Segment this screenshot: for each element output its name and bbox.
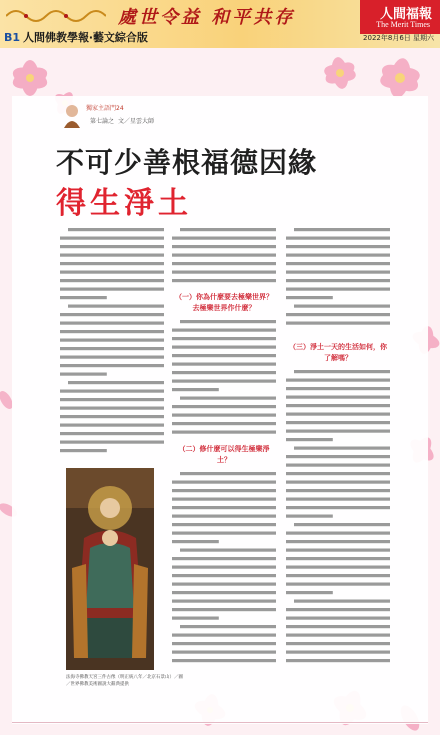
text-line xyxy=(172,245,276,248)
text-line xyxy=(286,574,390,577)
text-line xyxy=(286,549,390,552)
text-line xyxy=(172,557,276,560)
text-line xyxy=(60,245,164,248)
text-line xyxy=(286,625,390,628)
subheadline: 得生淨土 xyxy=(56,186,192,221)
text-line xyxy=(172,431,276,434)
section-heading-2: （二）修什麼可以得生極樂淨土？ xyxy=(178,445,270,464)
text-lines xyxy=(60,226,164,462)
text-line xyxy=(172,337,276,340)
text-line xyxy=(60,390,164,393)
text-line xyxy=(68,305,164,308)
text-line xyxy=(286,413,390,416)
text-line xyxy=(172,414,276,417)
issue-date: 2022年8月6日 星期六 xyxy=(363,34,434,42)
text-line xyxy=(60,364,164,367)
text-line xyxy=(60,262,164,265)
text-line xyxy=(286,515,333,518)
text-line xyxy=(172,271,276,274)
text-line xyxy=(60,356,164,359)
text-line xyxy=(172,574,276,577)
divider xyxy=(12,722,428,723)
monk-portrait-icon xyxy=(62,102,82,128)
text-line xyxy=(172,617,219,620)
text-line xyxy=(286,642,390,645)
mural-painting-icon xyxy=(66,468,154,670)
text-lines xyxy=(172,318,276,438)
text-line xyxy=(286,379,390,382)
text-line xyxy=(172,329,276,332)
body-column-1 xyxy=(60,226,164,462)
text-line xyxy=(172,363,276,366)
text-line xyxy=(286,557,390,560)
text-line xyxy=(172,506,276,509)
masthead-slogan: 處世令益 和平共存 xyxy=(118,7,296,28)
text-line xyxy=(172,566,276,569)
text-lines xyxy=(172,226,276,286)
text-line xyxy=(60,415,164,418)
text-line xyxy=(172,279,276,282)
text-line xyxy=(60,271,164,274)
text-line xyxy=(60,237,164,240)
text-line xyxy=(172,583,276,586)
text-line xyxy=(172,371,276,374)
text-lines xyxy=(172,470,276,666)
text-line xyxy=(180,320,276,323)
text-line xyxy=(60,330,164,333)
text-line xyxy=(68,228,164,231)
text-line xyxy=(172,346,276,349)
text-line xyxy=(286,455,390,458)
text-line xyxy=(294,228,390,231)
masthead xyxy=(0,0,440,48)
text-line xyxy=(60,288,164,291)
text-line xyxy=(286,430,390,433)
text-line xyxy=(172,540,219,543)
text-line xyxy=(286,237,390,240)
text-line xyxy=(172,489,276,492)
text-line xyxy=(294,370,390,373)
text-line xyxy=(286,506,390,509)
text-line xyxy=(60,424,164,427)
text-line xyxy=(286,634,390,637)
text-line xyxy=(294,305,390,308)
text-line xyxy=(172,254,276,257)
text-line xyxy=(60,432,164,435)
text-line xyxy=(180,397,276,400)
text-line xyxy=(172,388,219,391)
text-line xyxy=(60,322,164,325)
text-line xyxy=(294,523,390,526)
text-line xyxy=(294,600,390,603)
section-heading-3: （三）淨土一天的生活如何，你了解嗎？ xyxy=(289,343,387,362)
text-line xyxy=(286,322,390,325)
body-column-3 xyxy=(286,226,390,666)
text-line xyxy=(180,228,276,231)
text-line xyxy=(286,421,390,424)
text-line xyxy=(60,279,164,282)
text-line xyxy=(286,296,333,299)
text-line xyxy=(172,380,276,383)
text-line xyxy=(286,489,390,492)
text-line xyxy=(172,237,276,240)
text-line xyxy=(286,540,390,543)
text-line xyxy=(172,262,276,265)
text-line xyxy=(60,296,107,299)
text-line xyxy=(286,464,390,467)
text-line xyxy=(60,441,164,444)
text-line xyxy=(286,254,390,257)
text-line xyxy=(60,449,107,452)
text-line xyxy=(60,339,164,342)
text-line xyxy=(286,583,390,586)
text-line xyxy=(68,381,164,384)
newspaper-name-en: The Merit Times xyxy=(376,20,430,29)
text-line xyxy=(172,600,276,603)
text-line xyxy=(172,642,276,645)
text-line xyxy=(286,498,390,501)
image-caption: 法海寺佛教天宮三件古像（明正統八年／北京石景山）／圖／世界佛教美術圖說大辭典提供 xyxy=(66,675,183,687)
text-line xyxy=(60,398,164,401)
text-line xyxy=(172,498,276,501)
text-line xyxy=(172,651,276,654)
text-line xyxy=(286,472,390,475)
text-line xyxy=(172,591,276,594)
column-byline xyxy=(86,116,154,125)
text-line xyxy=(172,481,276,484)
text-line xyxy=(286,481,390,484)
text-line xyxy=(60,313,164,316)
text-line xyxy=(172,659,276,662)
text-line xyxy=(286,404,390,407)
text-line xyxy=(286,262,390,265)
text-line xyxy=(286,279,390,282)
text-line xyxy=(172,515,276,518)
text-line xyxy=(60,407,164,410)
text-line xyxy=(286,659,390,662)
text-line xyxy=(286,396,390,399)
text-line xyxy=(286,566,390,569)
text-line xyxy=(172,354,276,357)
newspaper-name: 人間福報 xyxy=(379,7,432,22)
text-line xyxy=(286,438,333,441)
text-line xyxy=(286,608,390,611)
text-line xyxy=(172,532,276,535)
text-line xyxy=(286,271,390,274)
text-line xyxy=(286,245,390,248)
text-line xyxy=(172,608,276,611)
text-line xyxy=(286,387,390,390)
text-lines xyxy=(286,226,390,336)
text-line xyxy=(286,617,390,620)
text-line xyxy=(294,447,390,450)
text-line xyxy=(286,651,390,654)
page-section-label xyxy=(4,29,148,45)
text-line xyxy=(180,549,276,552)
body-column-2 xyxy=(172,226,276,666)
text-line xyxy=(286,313,390,316)
text-line xyxy=(172,405,276,408)
section-heading-1: （一）你為什麼要去極樂世界？去極樂世界作什麼？ xyxy=(175,293,273,312)
section-name: 人間佛教學報‧藝文綜合版 xyxy=(23,31,148,44)
author-name: 文／星雲大師 xyxy=(118,118,155,125)
ornament-icon xyxy=(6,4,106,24)
text-line xyxy=(286,288,390,291)
text-line xyxy=(172,634,276,637)
text-lines xyxy=(286,368,390,666)
text-line xyxy=(60,254,164,257)
column-name: 獨家主語門24 xyxy=(86,105,124,112)
text-line xyxy=(172,422,276,425)
text-line xyxy=(286,532,390,535)
text-line xyxy=(180,472,276,475)
text-line xyxy=(60,373,107,376)
text-line xyxy=(180,625,276,628)
buddhist-mural-image xyxy=(66,468,154,670)
text-line xyxy=(286,591,333,594)
text-line xyxy=(172,523,276,526)
page-code: B1 xyxy=(4,31,21,44)
column-part: 第七論之 xyxy=(90,118,115,125)
headline: 不可少善根福德因緣 xyxy=(56,146,318,179)
text-line xyxy=(60,347,164,350)
